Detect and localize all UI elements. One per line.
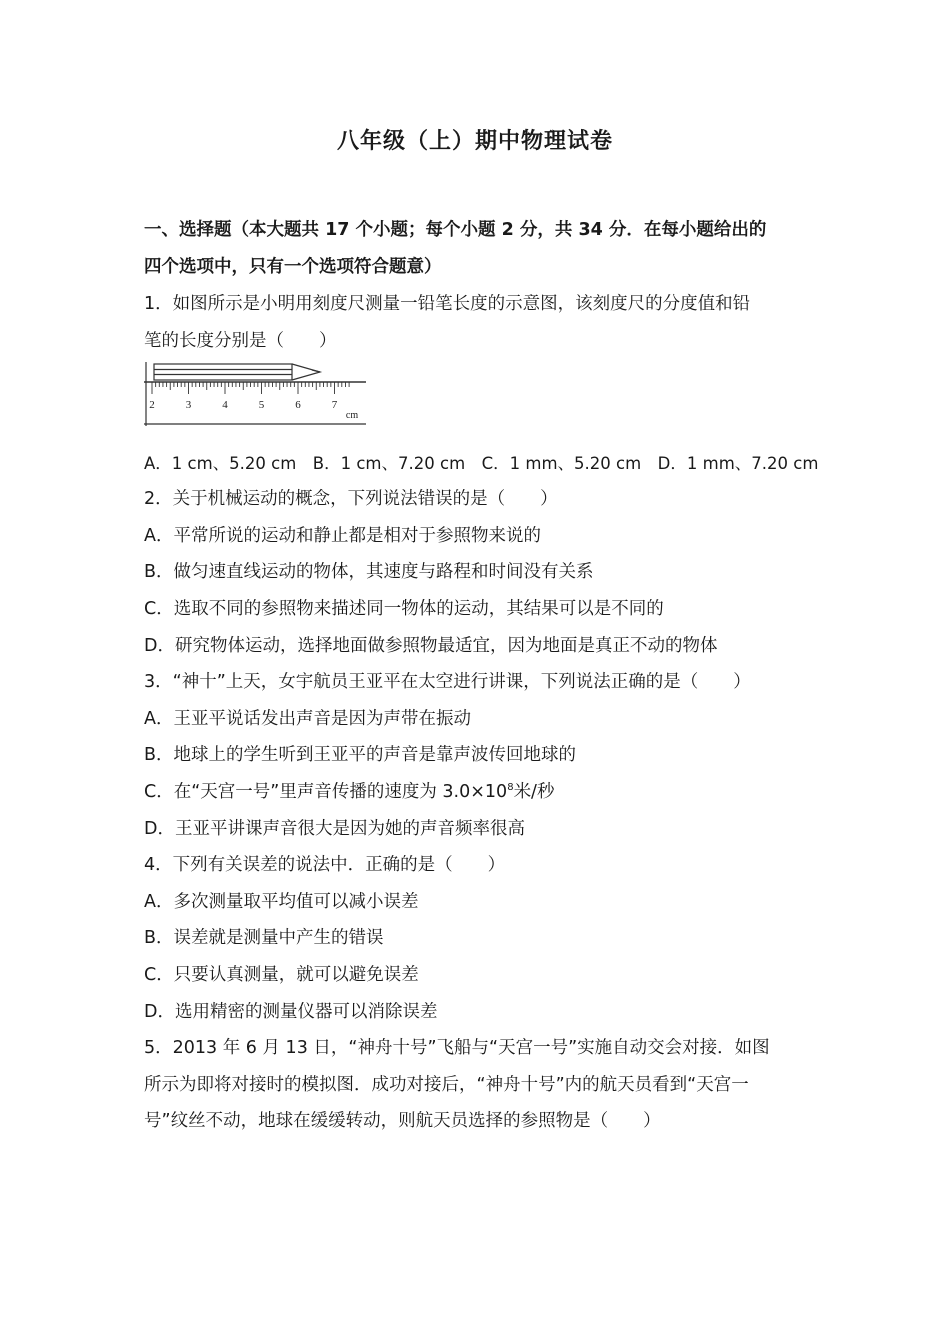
ruler-tick-label: 7 bbox=[331, 399, 338, 411]
q3-exponent: 8 bbox=[507, 782, 514, 793]
q1-stem-line2: 笔的长度分别是（ ） bbox=[144, 331, 337, 351]
section-heading-line1: 一、选择题（本大题共 17 个小题；每个小题 2 分，共 34 分．在每小题给出的 bbox=[144, 220, 767, 240]
q4-option-c: C．只要认真测量，就可以避免误差 bbox=[144, 965, 419, 985]
q3-option-a: A．王亚平说话发出声音是因为声带在振动 bbox=[144, 709, 471, 729]
q3-stem: 3．“神十”上天，女宇航员王亚平在太空进行讲课，下列说法正确的是（ ） bbox=[144, 672, 751, 692]
q3-option-b: B．地球上的学生听到王亚平的声音是靠声波传回地球的 bbox=[144, 745, 577, 765]
pencil-icon bbox=[154, 364, 320, 380]
ruler-tick-label: 6 bbox=[295, 399, 301, 411]
q4-option-b: B．误差就是测量中产生的错误 bbox=[144, 928, 384, 948]
ruler-tick-label: 4 bbox=[222, 399, 228, 411]
ruler-tick-label: 3 bbox=[185, 399, 192, 411]
ruler-pencil-figure bbox=[144, 360, 366, 428]
q3-option-d: D．王亚平讲课声音很大是因为她的声音频率很高 bbox=[144, 819, 525, 839]
q2-option-a: A．平常所说的运动和静止都是相对于参照物来说的 bbox=[144, 526, 541, 546]
q3-option-c bbox=[144, 778, 554, 803]
section-heading-line2: 四个选项中，只有一个选项符合题意） bbox=[144, 257, 442, 277]
q3-option-c-text: C．在“天宫一号”里声音传播的速度为 3.0×10 bbox=[144, 782, 508, 802]
q5-stem-line1: 5．2013 年 6 月 13 日，“神舟十号”飞船与“天宫一号”实施自动交会对接．如图 bbox=[144, 1038, 770, 1058]
q4-option-a: A．多次测量取平均值可以减小误差 bbox=[144, 892, 419, 912]
q4-option-d: D．选用精密的测量仪器可以消除误差 bbox=[144, 1002, 438, 1022]
q2-option-d: D．研究物体运动，选择地面做参照物最适宜，因为地面是真正不动的物体 bbox=[144, 636, 718, 656]
q2-stem: 2．关于机械运动的概念，下列说法错误的是（ ） bbox=[144, 489, 558, 509]
ruler-tick-label: 2 bbox=[149, 399, 155, 411]
q1-stem-line1: 1．如图所示是小明用刻度尺测量一铅笔长度的示意图，该刻度尺的分度值和铅 bbox=[144, 294, 751, 314]
ruler-tick-label: 5 bbox=[258, 399, 265, 411]
q4-stem: 4．下列有关误差的说法中．正确的是（ ） bbox=[144, 855, 506, 875]
q5-stem-line3: 号”纹丝不动，地球在缓缓转动，则航天员选择的参照物是（ ） bbox=[144, 1111, 661, 1131]
q2-option-b: B．做匀速直线运动的物体，其速度与路程和时间没有关系 bbox=[144, 562, 594, 582]
ruler-unit-label: cm bbox=[345, 410, 359, 421]
ruler-icon bbox=[144, 362, 366, 426]
q1-options: A．1 cm、5.20 cm B．1 cm、7.20 cm C．1 mm、5.20 cm D．1 mm、7.20 cm bbox=[144, 454, 819, 473]
page-title: 八年级（上）期中物理试卷 bbox=[336, 129, 613, 154]
q2-option-c: C．选取不同的参照物来描述同一物体的运动，其结果可以是不同的 bbox=[144, 599, 664, 619]
q5-stem-line2: 所示为即将对接时的模拟图．成功对接后，“神舟十号”内的航天员看到“天宫一 bbox=[144, 1075, 749, 1095]
q3-option-c-unit: 米/秒 bbox=[513, 782, 555, 802]
